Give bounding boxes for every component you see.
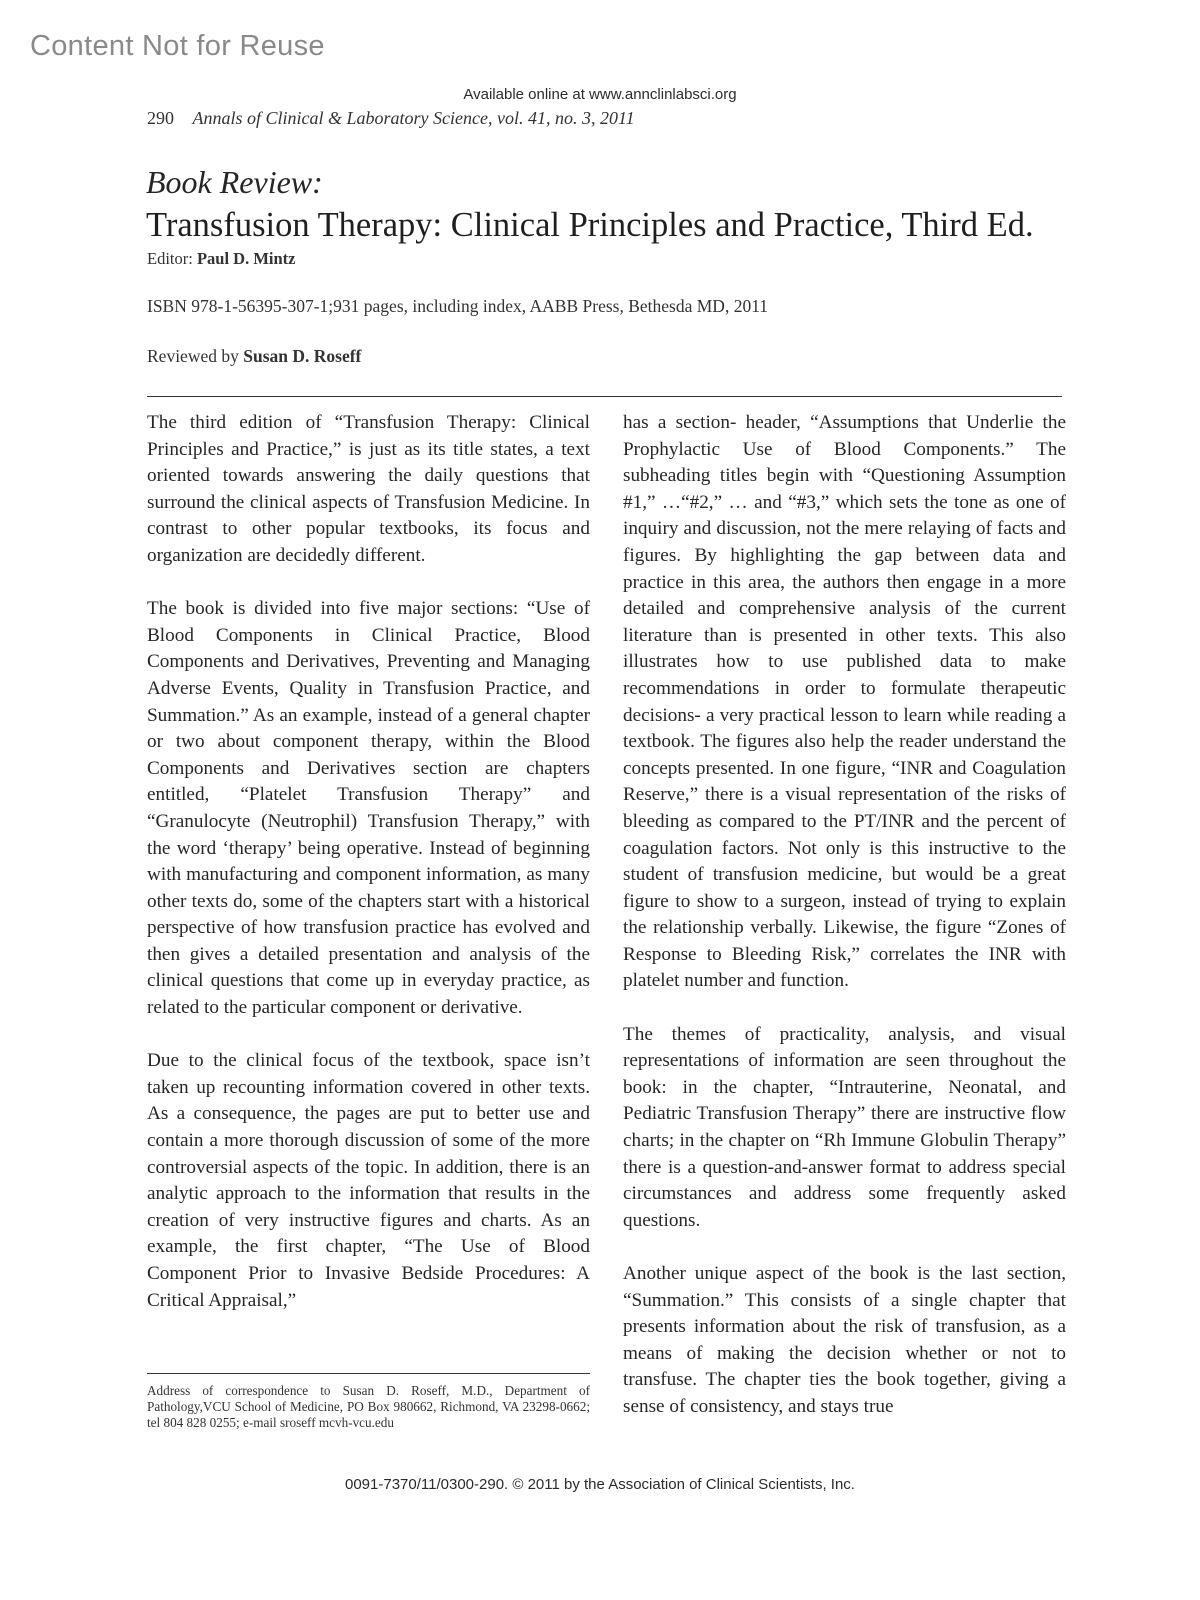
body-paragraph: has a section- header, “Assumptions that Underlie the Prophylactic Use of Blood Components.” The subheading titles begin with “Questioning Assumption #1,” …“#2,” … and “#3,” which sets the tone as one of inquiry and discussion, not the mere relaying of facts and figures. By highlighting the gap between data and practice in this area, the authors then engage in a more detailed and comprehensive analysis of the current literature than is presented in other texts. This also illustrates how to use published data to make recommendations in order to formulate therapeutic decisions- a very practical lesson to learn while reading a textbook. The figures also help the reader understand the concepts presented. In one figure, “INR and Coagulation Reserve,” there is a visual representation of the risks of bleeding as compared to the PT/INR and the percent of coagulation factors. Not only is this instructive to the student of transfusion medicine, but would be a great figure to show to a surgeon, instead of trying to explain the relationship verbally. Likewise, the figure “Zones of Response to Bleeding Risk,” correlates the INR with platelet number and function. xyxy=(623,412,1066,992)
reviewer-label: Reviewed by xyxy=(147,346,239,366)
body-paragraph: The themes of practicality, analysis, and visual representations of information are seen throughout the book: in the chapter, “Intrauterine, Neonatal, and Pediatric Transfusion Therapy” there are instructive flow charts; in the chapter on “Rh Immune Globulin Therapy” there is a question-and-answer format to address special circumstances and address some frequently asked questions. xyxy=(623,1023,1066,1231)
body-paragraph: Due to the clinical focus of the textbook, space isn’t taken up recounting information covered in other texts. As a consequence, the pages are put to better use and contain a more thorough discussion of some of the more controversial aspects of the topic. In addition, there is an analytic approach to the information that results in the creation of very instructive figures and charts. As an example, the first chapter, “The Use of Blood Component Prior to Invasive Bedside Procedures: A Critical Appraisal,” xyxy=(147,1050,590,1311)
section-label: Book Review: xyxy=(146,164,323,200)
editor-line xyxy=(147,249,296,269)
journal-citation: Annals of Clinical & Laboratory Science, vol. 41, no. 3, 2011 xyxy=(192,108,635,128)
left-column xyxy=(147,410,590,1341)
header-divider xyxy=(147,396,1062,397)
reviewer-line xyxy=(147,346,361,367)
right-column xyxy=(623,410,1066,1447)
body-paragraph: The third edition of “Transfusion Therapy: Clinical Principles and Practice,” is just as its title states, a text oriented towards answering the daily questions that surround the clinical aspects of Transfusion Medicine. In contrast to other popular textbooks, its focus and organization are decidedly different. xyxy=(147,412,590,566)
watermark-text: Content Not for Reuse xyxy=(30,30,325,62)
body-paragraph: Another unique aspect of the book is the last section, “Summation.” This consists of a single chapter that presents information about the risk of transfusion, as a means of making the decision whether or not to transfuse. The chapter ties the book together, giving a sense of consistency, and stays true xyxy=(623,1263,1066,1417)
page-number: 290 xyxy=(147,108,174,128)
reviewer-name: Susan D. Roseff xyxy=(243,346,362,366)
correspondence-footnote: Address of correspondence to Susan D. Roseff, M.D., Department of Pathology,VCU School of Medicine, PO Box 980662, Richmond, VA 23298-0662; tel 804 828 0255; e-mail sroseff mcvh-vcu.edu xyxy=(147,1383,590,1430)
editor-label: Editor: xyxy=(147,249,193,268)
isbn-line: ISBN 978-1-56395-307-1;931 pages, including index, AABB Press, Bethesda MD, 2011 xyxy=(147,296,769,316)
copyright-line: 0091-7370/11/0300-290. © 2011 by the Association of Clinical Scientists, Inc. xyxy=(345,1476,855,1493)
footnote-divider xyxy=(147,1373,590,1374)
editor-name: Paul D. Mintz xyxy=(196,249,296,268)
body-paragraph: The book is divided into five major sections: “Use of Blood Components in Clinical Practice, Blood Components and Derivatives, Preventing and Managing Adverse Events, Quality in Transfusion Practice, and Summation.” As an example, instead of a general chapter or two about component therapy, within the Blood Components and Derivatives section are chapters entitled, “Platelet Transfusion Therapy” and “Granulocyte (Neutrophil) Transfusion Therapy,” with the word ‘therapy’ being operative. Instead of beginning with manufacturing and component information, as many other texts do, some of the chapters start with a historical perspective of how transfusion practice has evolved and then gives a detailed presentation and analysis of the clinical questions that come up in everyday practice, as related to the particular component or derivative. xyxy=(147,598,590,1019)
book-title: Transfusion Therapy: Clinical Principles and Practice, Third Ed. xyxy=(146,206,1034,244)
running-header xyxy=(147,108,635,129)
availability-line: Available online at www.annclinlabsci.org xyxy=(463,86,737,103)
